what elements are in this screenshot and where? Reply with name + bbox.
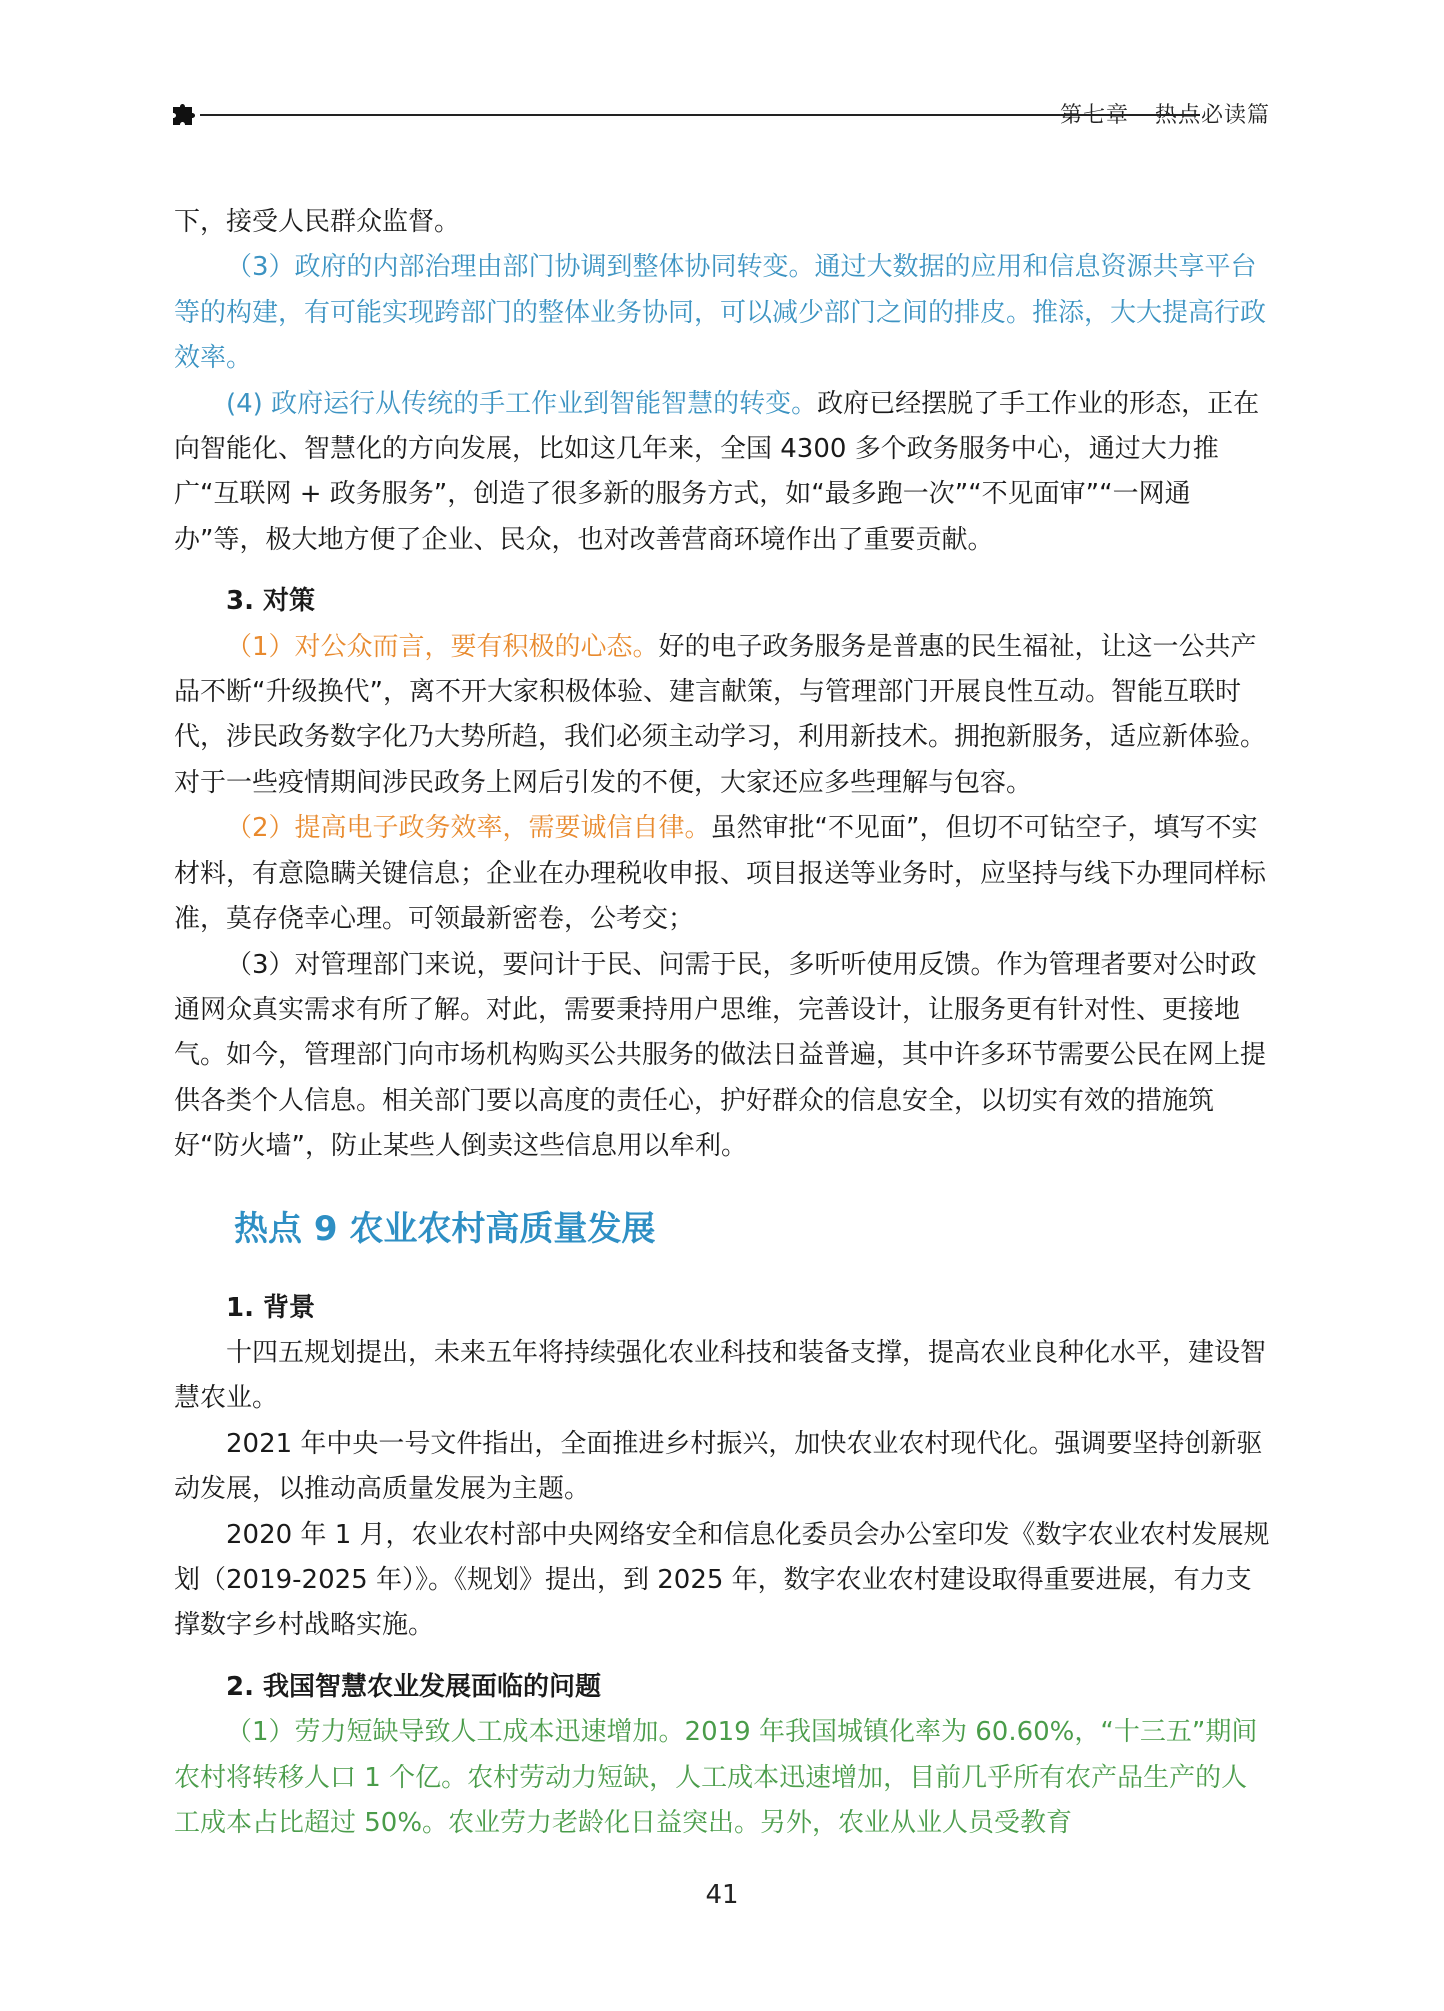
section-heading: 1. 背景 <box>226 1292 316 1323</box>
paragraph-text: 虽然审批“不见面”，但切不可钻空子，填写不实材料，有意隐瞒关键信息；企业在办理税收申报、项目报送等业务时，应坚持与线下办理同样标准，莫存侥幸心理。可领最新密卷，公考交； <box>174 813 1267 935</box>
chapter-header <box>1060 98 1270 129</box>
paragraph <box>174 625 1272 807</box>
body-content <box>174 200 1272 1846</box>
hot-topic-title: 热点 9 农业农村高质量发展 <box>234 1208 656 1249</box>
paragraph: 十四五规划提出，未来五年将持续强化农业科技和装备支撑，提高农业良种化水平，建设智慧农业。 <box>174 1337 1267 1414</box>
paragraph-highlight-blue: （3）政府的内部治理由部门协调到整体协同转变。通过大数据的应用和信息资源共享平台等的构建，有可能实现跨部门的整体业务协同，可以减少部门之间的排皮。推添，大大提高行政效率。 <box>174 252 1267 374</box>
header-rule <box>200 114 1200 116</box>
page-header <box>170 96 1270 136</box>
section-heading: 3. 对策 <box>226 586 316 617</box>
paragraph: （3）对管理部门来说，要问计于民、问需于民，多听听使用反馈。作为管理者要对公时政通网众真实需求有所了解。对此，需要秉持用户思维，完善设计，让服务更有针对性、更接地气。如今，管理部门向市场机构购买公共服务的做法日益普遍，其中许多环节需要公民在网上提供各类个人信息。相关部门要以高度的责任心，护好群众的信息安全，以切实有效的措施筑好“防火墙”，防止某些人倒卖这些信息用以牟利。 <box>174 949 1267 1162</box>
section-label: 热点必读篇 <box>1154 103 1270 128</box>
paragraph-lead-orange: （1）对公众而言，要有积极的心态。 <box>226 631 659 662</box>
chapter-label: 第七章 <box>1059 103 1129 128</box>
section-heading: 2. 我国智慧农业发展面临的问题 <box>226 1671 602 1702</box>
paragraph-text: 政府已经摆脱了手工作业的形态，正在向智能化、智慧化的方向发展，比如这几年来，全国 4300 多个政务服务中心，通过大力推广“互联网 + 政务服务”，创造了很多新的服务方式，如“最多跑一次”“不见面审”“一网通办”等，极大地方便了企业、民众，也对改善营商环境作出了重要贡献。 <box>174 388 1260 555</box>
puzzle-piece-icon <box>170 98 200 128</box>
paragraph-highlight-green: （1）劳力短缺导致人工成本迅速增加。2019 年我国城镇化率为 60.60%，“十三五”期间农村将转移人口 1 个亿。农村劳动力短缺，人工成本迅速增加，目前几乎所有农产品生产的人工成本占比超过 50%。农业劳力老龄化日益突出。另外，农业从业人员受教育 <box>174 1717 1258 1838</box>
paragraph: 2020 年 1 月，农业农村部中央网络安全和信息化委员会办公室印发《数字农业农村发展规划（2019-2025 年）》。《规划》提出，到 2025 年，数字农业农村建设取得重要进展，有力支撑数字乡村战略实施。 <box>174 1519 1270 1641</box>
page-number: 41 <box>705 1880 739 1910</box>
paragraph <box>174 382 1272 564</box>
paragraph-text: 好的电子政务服务是普惠的民生福祉，让这一公共产品不断“升级换代”，离不开大家积极体验、建言献策，与管理部门开展良性互动。智能互联时代，涉民政务数字化乃大势所趋，我们必须主动学习，利用新技术。拥抱新服务，适应新体验。对于一些疫情期间涉民政务上网后引发的不便，大家还应多些理解与包容。 <box>174 631 1267 798</box>
paragraph-lead-orange: （2）提高电子政务效率，需要诚信自律。 <box>226 813 711 844</box>
paragraph: 2021 年中央一号文件指出，全面推进乡村振兴，加快农业农村现代化。强调要坚持创新驱动发展，以推动高质量发展为主题。 <box>174 1428 1263 1505</box>
paragraph <box>174 806 1272 942</box>
paragraph: 下，接受人民群众监督。 <box>174 207 461 237</box>
paragraph-lead-blue: (4) 政府运行从传统的手工作业到智能智慧的转变。 <box>226 388 818 419</box>
